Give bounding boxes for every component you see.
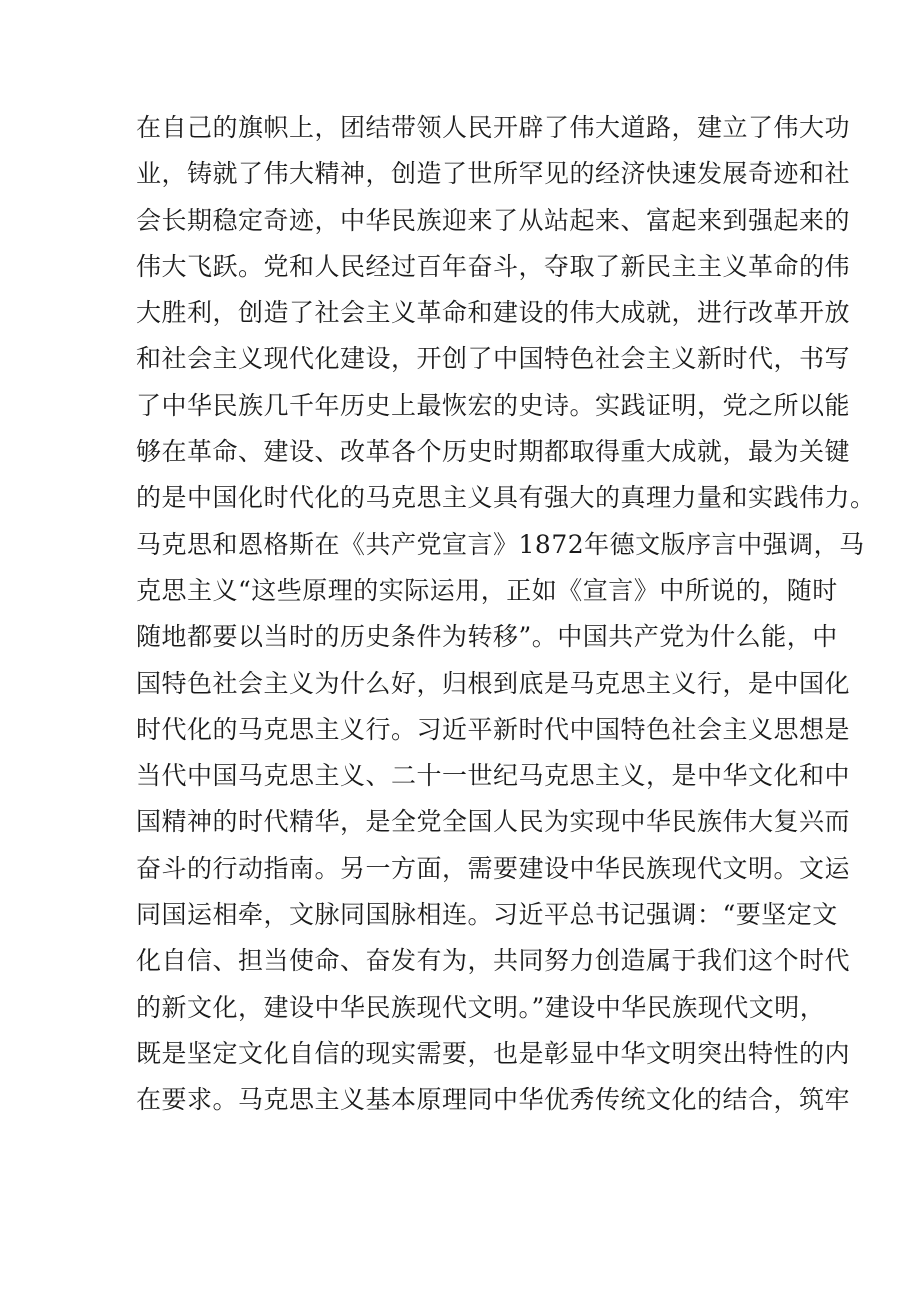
text-line-10: 马克思和恩格斯在《共产党宣言》1872年德文版序言中强调，马 xyxy=(136,529,865,559)
text-line-22: 在要求。马克思主义基本原理同中华优秀传统文化的结合，筑牢 xyxy=(136,1085,851,1115)
body-paragraph xyxy=(136,105,876,1124)
text-line-19: 化自信、担当使命、奋发有为，共同努力创造属于我们这个时代 xyxy=(136,946,851,976)
text-line-1: 在自己的旗帜上，团结带领人民开辟了伟大道路，建立了伟大功 xyxy=(136,113,851,142)
text-line-3: 会长期稳定奇迹，中华民族迎来了从站起来、富起来到强起来的 xyxy=(136,205,851,235)
text-line-9: 的是中国化时代化的马克思主义具有强大的真理力量和实践伟力。 xyxy=(136,483,876,513)
text-line-11: 克思主义“这些原理的实际运用，正如《宣言》中所说的，随时 xyxy=(136,575,838,605)
text-line-8: 够在革命、建设、改革各个历史时期都取得重大成就，最为关键 xyxy=(136,437,851,467)
text-line-5: 大胜利，创造了社会主义革命和建设的伟大成就，进行改革开放 xyxy=(136,298,851,328)
text-line-20: 的新文化，建设中华民族现代文明。”建设中华民族现代文明， xyxy=(136,992,826,1022)
text-line-16: 国精神的时代精华，是全党全国人民为实现中华民族伟大复兴而 xyxy=(136,807,851,837)
text-line-17: 奋斗的行动指南。另一方面，需要建设中华民族现代文明。文运 xyxy=(136,853,851,883)
text-line-7: 了中华民族几千年历史上最恢宏的史诗。实践证明，党之所以能 xyxy=(136,390,851,420)
text-line-15: 当代中国马克思主义、二十一世纪马克思主义，是中华文化和中 xyxy=(136,761,851,791)
text-line-18: 同国运相牵，文脉同国脉相连。习近平总书记强调：“要坚定文 xyxy=(136,900,838,930)
text-line-6: 和社会主义现代化建设，开创了中国特色社会主义新时代，书写 xyxy=(136,344,851,374)
text-line-12: 随地都要以当时的历史条件为转移”。中国共产党为什么能，中 xyxy=(136,622,838,652)
text-line-21: 既是坚定文化自信的现实需要，也是彰显中华文明突出特性的内 xyxy=(136,1038,851,1068)
text-line-2: 业，铸就了伟大精神，创造了世所罕见的经济快速发展奇迹和社 xyxy=(136,159,851,189)
text-line-4: 伟大飞跃。党和人民经过百年奋斗，夺取了新民主主义革命的伟 xyxy=(136,251,851,281)
text-line-14: 时代化的马克思主义行。习近平新时代中国特色社会主义思想是 xyxy=(136,714,851,744)
text-line-13: 国特色社会主义为什么好，归根到底是马克思主义行，是中国化 xyxy=(136,668,851,698)
